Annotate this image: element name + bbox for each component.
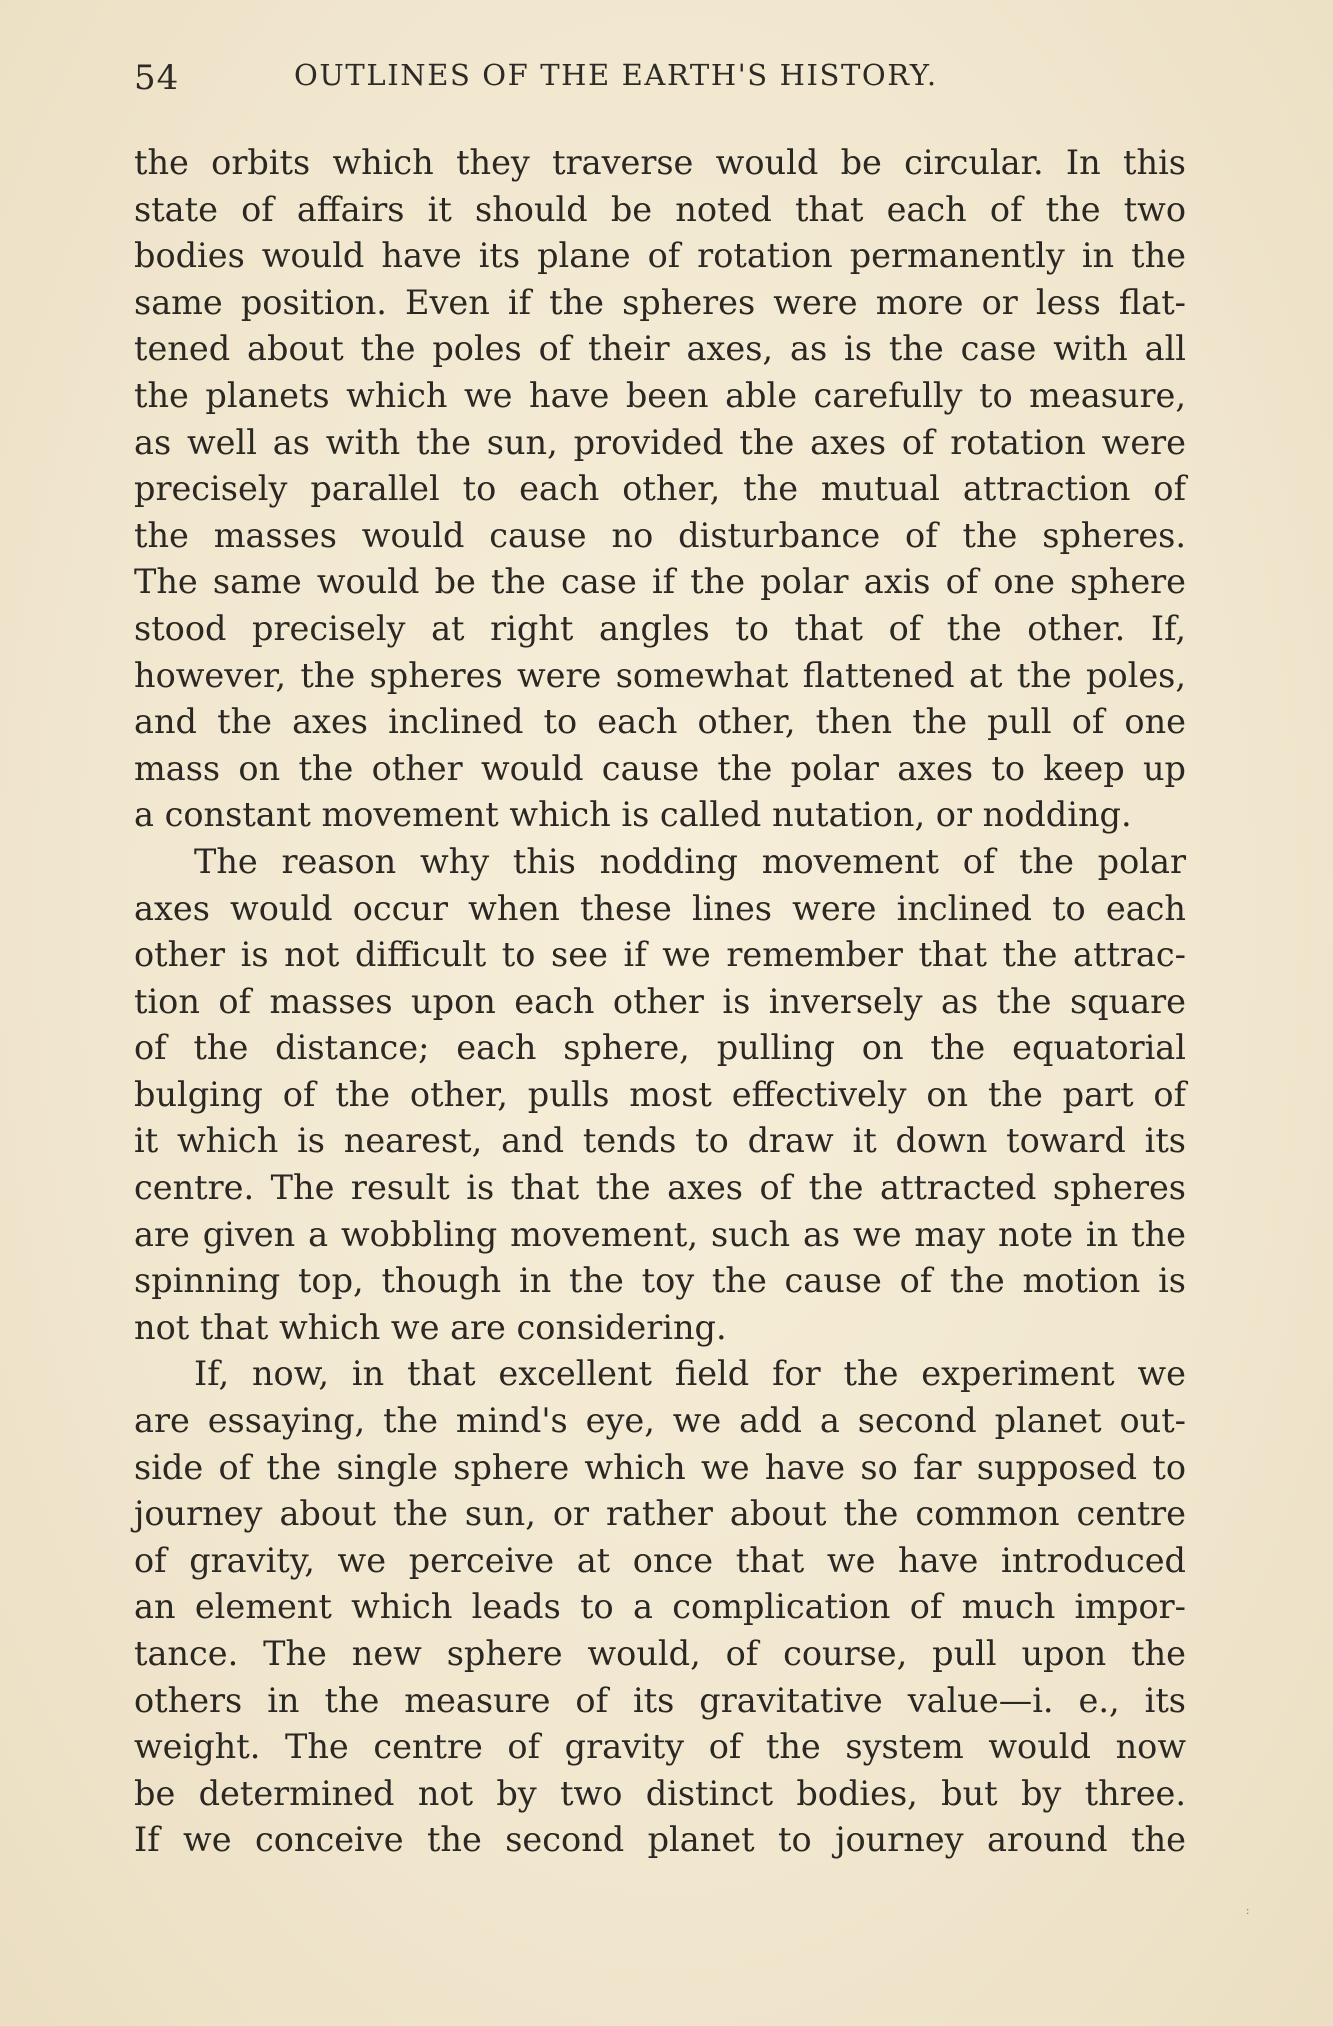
- running-title: OUTLINES OF THE EARTH'S HISTORY.: [294, 58, 938, 92]
- margin-mark: :: [1246, 1906, 1250, 1917]
- paragraph-first-line: If, now, in that excellent field for the experiment we: [194, 1354, 1186, 1394]
- text-line: however, the spheres were somewhat flattened at the poles,: [134, 655, 1186, 695]
- paragraph-first-line: The reason why this nodding movement of the polar: [194, 841, 1186, 881]
- text-line: If we conceive the second planet to journey around the: [134, 1820, 1186, 1860]
- text-line: the orbits which they traverse would be circular. In this: [134, 143, 1186, 182]
- text-line: other is not difficult to see if we remember that the attrac-: [134, 935, 1186, 975]
- text-line: weight. The centre of gravity of the system would now: [134, 1727, 1186, 1767]
- text-line: an element which leads to a complication of much impor-: [134, 1587, 1186, 1627]
- text-line: are essaying, the mind's eye, we add a second planet out-: [134, 1401, 1186, 1441]
- text-line: stood precisely at right angles to that of the other. If,: [134, 608, 1186, 648]
- text-line: The same would be the case if the polar axis of one sphere: [134, 562, 1186, 602]
- text-line: a constant movement which is called nutation, or nodding.: [134, 795, 1132, 835]
- text-line: bodies would have its plane of rotation permanently in the: [134, 236, 1186, 276]
- text-line: the masses would cause no disturbance of the spheres.: [134, 515, 1186, 555]
- text-line: same position. Even if the spheres were more or less flat-: [134, 282, 1186, 322]
- text-line: of the distance; each sphere, pulling on the equatorial: [134, 1028, 1186, 1068]
- text-line: bulging of the other, pulls most effectively on the part of: [134, 1074, 1186, 1114]
- text-line: tened about the poles of their axes, as is the case with all: [134, 329, 1186, 369]
- text-line: spinning top, though in the toy the cause of the motion is: [134, 1261, 1186, 1301]
- text-line: not that which we are considering.: [134, 1307, 727, 1347]
- text-line: are given a wobbling movement, such as we may note in the: [134, 1214, 1186, 1254]
- text-line: be determined not by two distinct bodies, but by three.: [134, 1773, 1186, 1813]
- text-line: centre. The result is that the axes of the attracted spheres: [134, 1168, 1186, 1208]
- text-line: side of the single sphere which we have so far supposed to: [134, 1447, 1186, 1487]
- text-line: as well as with the sun, provided the axes of rotation were: [134, 422, 1186, 462]
- body-text: [134, 140, 1186, 1864]
- text-line: others in the measure of its gravitative value—i. e., its: [134, 1680, 1186, 1720]
- page-number: 54: [134, 58, 180, 98]
- text-line: journey about the sun, or rather about the common centre: [134, 1494, 1186, 1534]
- text-line: it which is nearest, and tends to draw it down toward its: [134, 1121, 1186, 1161]
- text-line: mass on the other would cause the polar axes to keep up: [134, 748, 1186, 788]
- text-line: state of affairs it should be noted that each of the two: [134, 189, 1186, 229]
- text-line: tion of masses upon each other is inversely as the square: [134, 981, 1186, 1021]
- text-line: axes would occur when these lines were inclined to each: [134, 888, 1186, 928]
- running-head: [134, 52, 1185, 102]
- text-line: the planets which we have been able carefully to measure,: [134, 375, 1186, 415]
- text-line: precisely parallel to each other, the mutual attraction of: [134, 469, 1186, 509]
- text-line: tance. The new sphere would, of course, pull upon the: [134, 1634, 1186, 1673]
- text-line: and the axes inclined to each other, then the pull of one: [134, 702, 1186, 742]
- text-line: of gravity, we perceive at once that we have introduced: [134, 1540, 1186, 1580]
